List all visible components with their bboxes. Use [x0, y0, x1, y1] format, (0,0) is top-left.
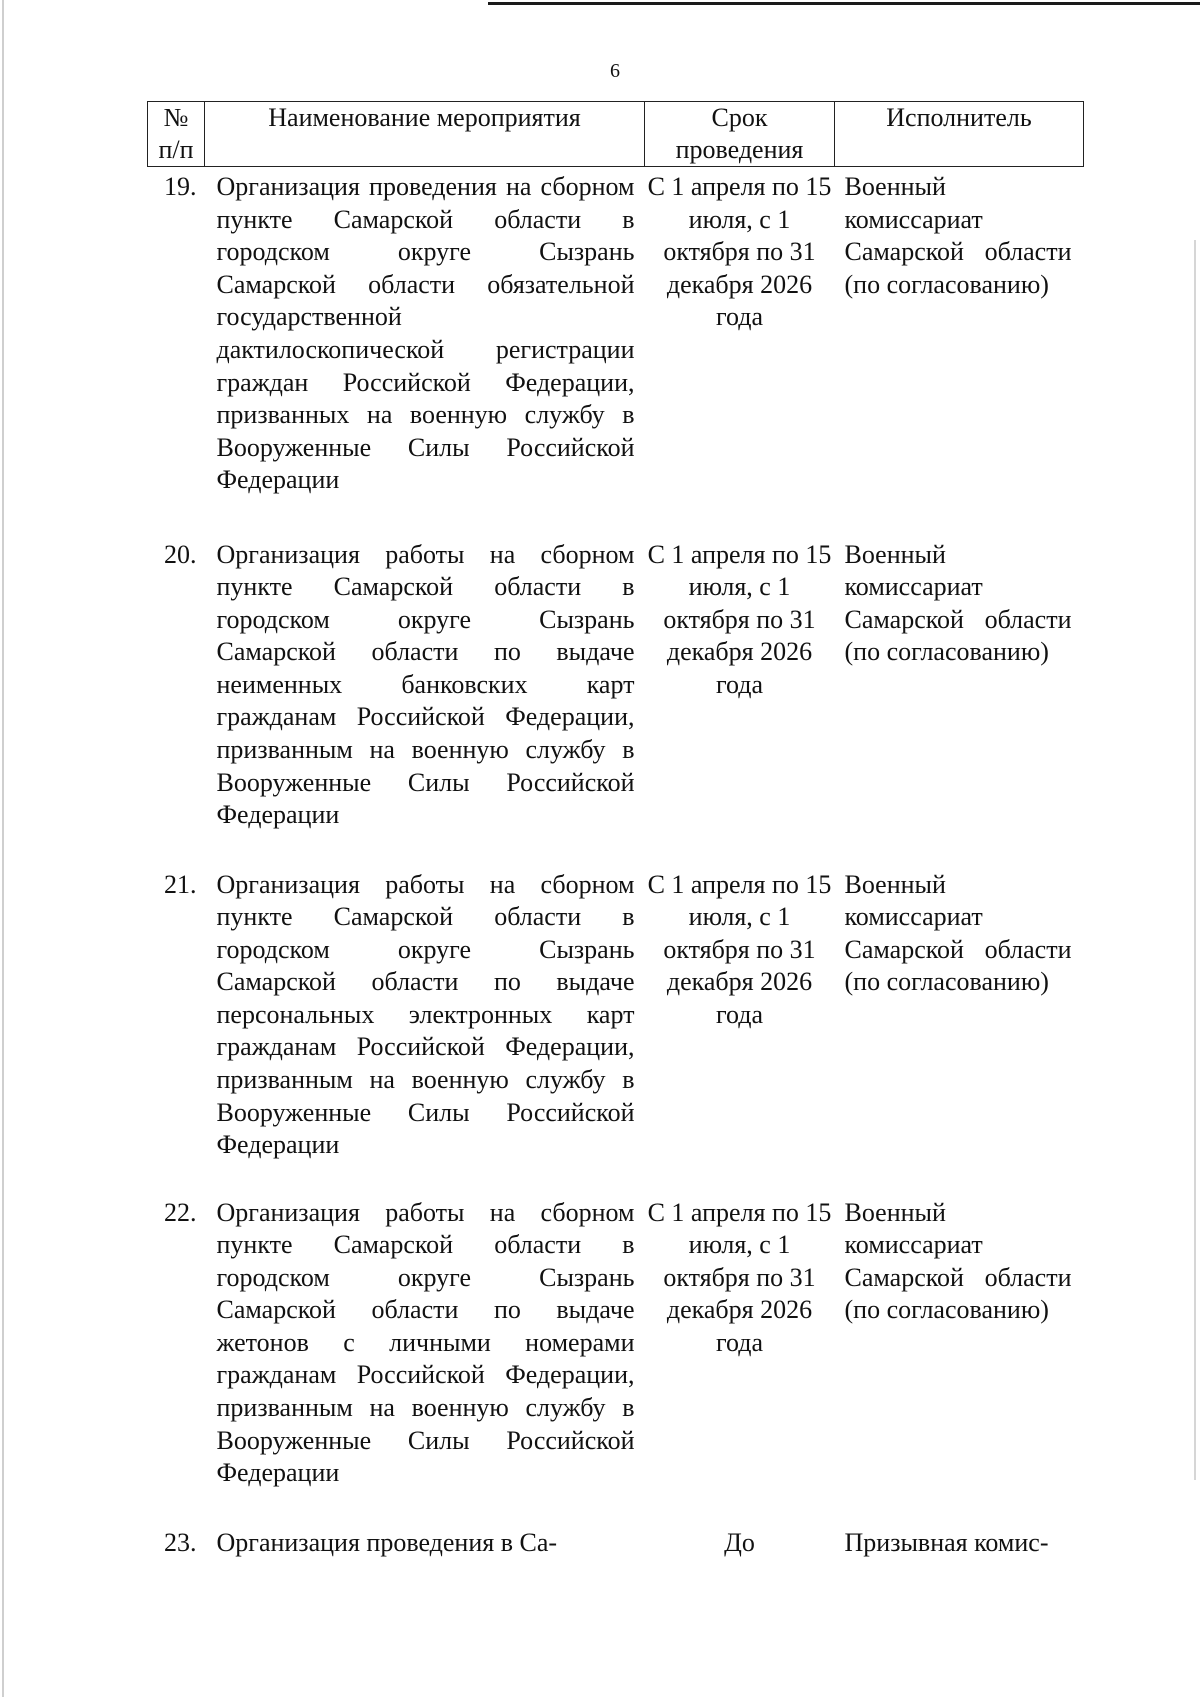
- row-executor: Призывная комис-: [844, 1527, 1049, 1557]
- row-number: 23.: [164, 1527, 197, 1557]
- table-row: [148, 1527, 1084, 1560]
- row-term: С 1 апреля по 15 июля, с 1 октября по 31 декабря 2026 года: [647, 1197, 832, 1357]
- row-name: Организация проведения в Са-: [216, 1527, 558, 1557]
- row-name: Организация проведения на сборном пункте Самарской области в городском округе Сызрань Самарской области обязательной государственной дактилоскопической регистрации граждан Российской Федерации, призванных на военную службу в Вооруженные Силы Российской Федерации: [205, 167, 645, 539]
- row-number: 19.: [148, 167, 205, 539]
- page-number: 6: [610, 60, 620, 82]
- header-term: Срок проведения: [645, 102, 835, 167]
- table-header-row: [148, 102, 1084, 167]
- scan-border-top: [488, 2, 1200, 5]
- header-name: Наименование мероприятия: [205, 102, 645, 167]
- row-term: До: [724, 1527, 755, 1557]
- row-number: 22.: [164, 1197, 197, 1227]
- row-term: С 1 апреля по 15 июля, с 1 октября по 31 декабря 2026 года: [645, 167, 835, 539]
- scan-border-left: [2, 0, 4, 1697]
- table-row: [148, 167, 1084, 539]
- scan-border-right: [1194, 240, 1196, 1480]
- row-executor: Военный комиссариат Самарской области (по согласованию): [844, 1197, 1072, 1325]
- row-name: Организация работы на сборном пункте Самарской области в городском округе Сызрань Самарской области по выдаче неименных банковских карт гражданам Российской Федерации, призванным на военную службу в Вооруженные Силы Российской Федерации: [216, 539, 635, 830]
- row-term: С 1 апреля по 15 июля, с 1 октября по 31 декабря 2026 года: [647, 539, 832, 699]
- header-number: № п/п: [148, 102, 205, 167]
- row-executor: Военный комиссариат Самарской области (по согласованию): [844, 539, 1072, 667]
- row-executor: Военный комиссариат Самарской области (по согласованию): [844, 869, 1072, 997]
- table-row: [148, 1197, 1084, 1527]
- row-number: 20.: [164, 539, 197, 569]
- row-name: Организация работы на сборном пункте Самарской области в городском округе Сызрань Самарской области по выдаче персональных электронных карт гражданам Российской Федерации, призванным на военную службу в Вооруженные Силы Российской Федерации: [216, 869, 635, 1160]
- header-executor: Исполнитель: [835, 102, 1084, 167]
- row-term: С 1 апреля по 15 июля, с 1 октября по 31 декабря 2026 года: [647, 869, 832, 1029]
- events-table: [147, 101, 1084, 1559]
- row-executor: Военный комиссариат Самарской области (по согласованию): [835, 167, 1084, 539]
- row-name: Организация работы на сборном пункте Самарской области в городском округе Сызрань Самарской области по выдаче жетонов с личными номерами гражданам Российской Федерации, призванным на военную службу в Вооруженные Силы Российской Федерации: [216, 1197, 635, 1488]
- table-row: [148, 869, 1084, 1197]
- row-number: 21.: [164, 869, 197, 899]
- table-row: [148, 539, 1084, 869]
